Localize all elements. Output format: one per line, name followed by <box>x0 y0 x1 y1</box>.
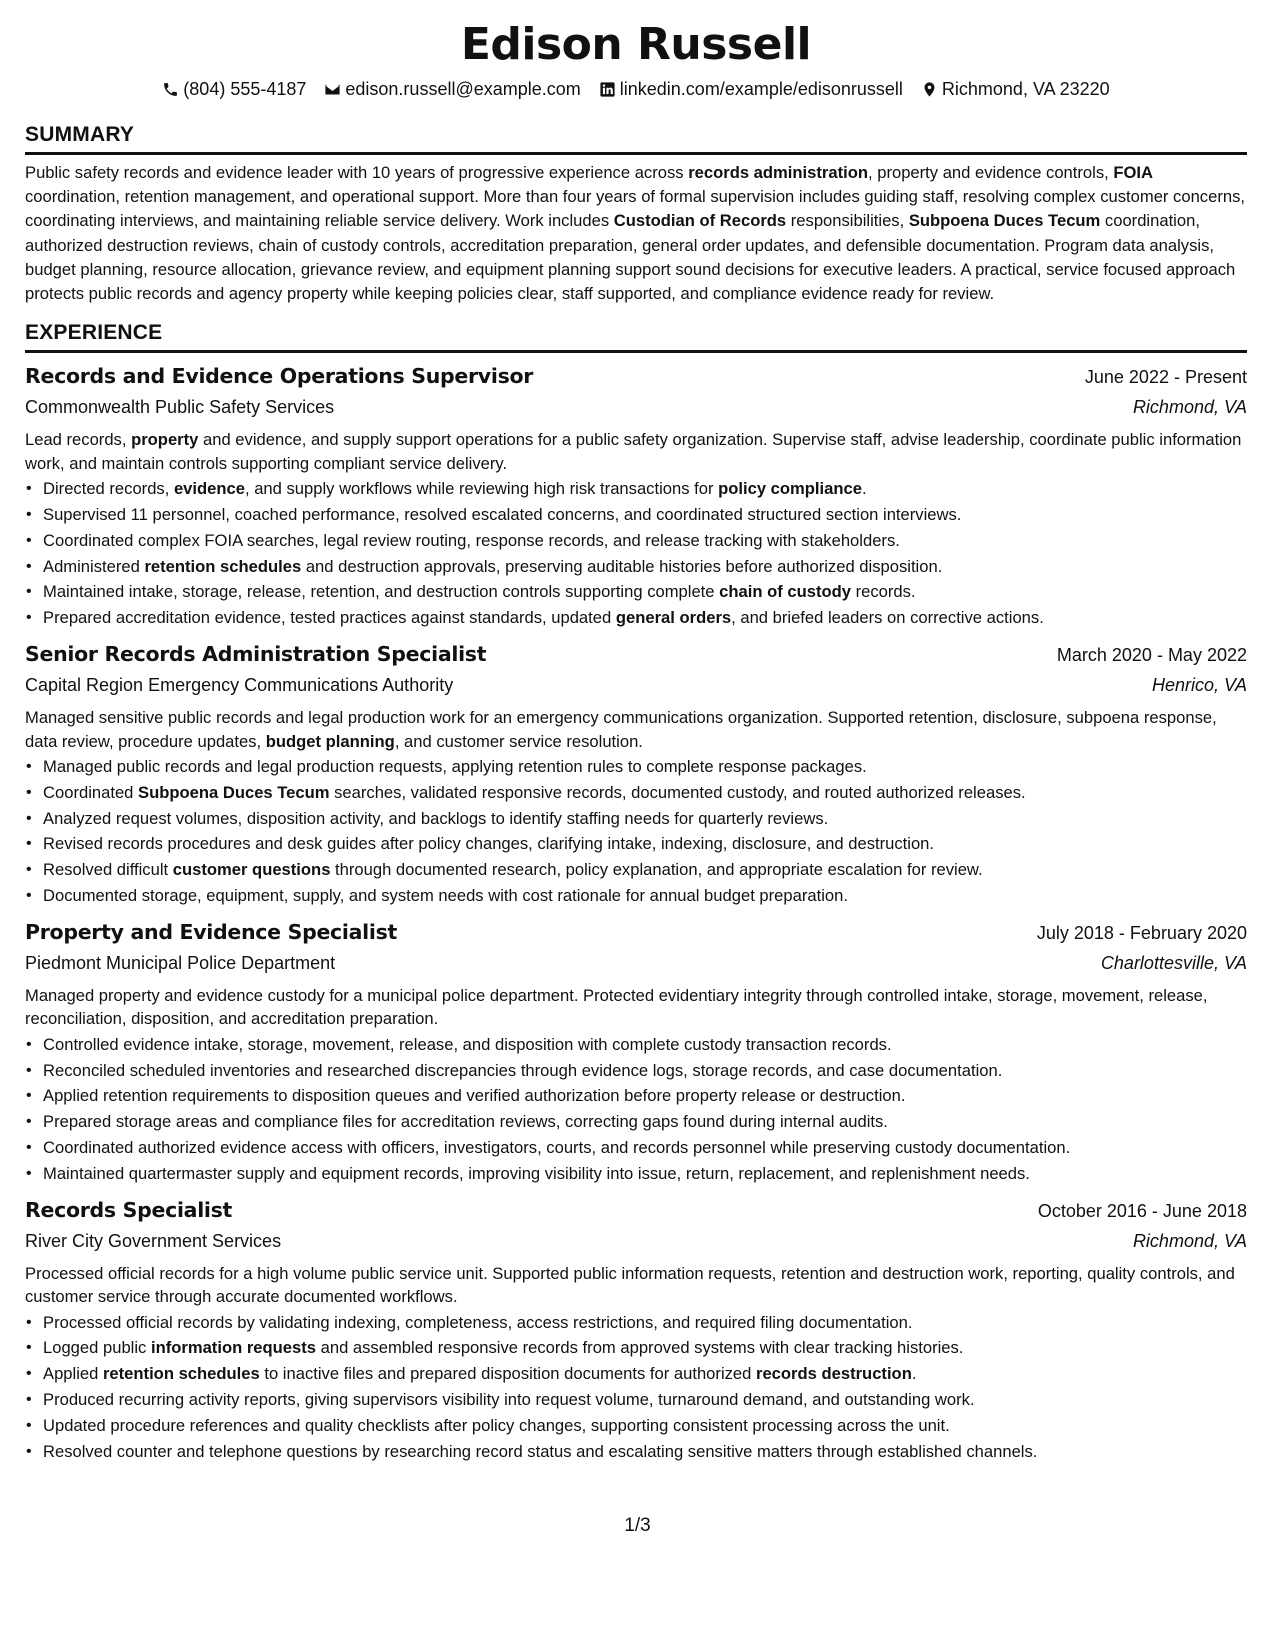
job-header <box>25 1195 1247 1226</box>
job-description: Managed property and evidence custody for a municipal police department. Protected evidentiary integrity through controlled intake, storage, movement, release, reconciliation, disposition, and accreditation preparation. <box>25 985 1208 1029</box>
job-subheader <box>25 670 1247 700</box>
contact-location <box>921 76 1110 102</box>
job-location: Richmond, VA <box>1132 397 1247 418</box>
job-bullet: • Reconciled scheduled inventories and researched discrepancies through evidence logs, storage records, and case documentation. <box>43 1058 1247 1084</box>
job-company: Commonwealth Public Safety Services <box>25 397 335 418</box>
job-bullet: • Documented storage, equipment, supply, and system needs with cost rationale for annual budget preparation. <box>43 883 1247 909</box>
job-subheader <box>25 948 1247 978</box>
resume-page <box>25 18 1247 1464</box>
job-bullet: • Supervised 11 personnel, coached performance, resolved escalated concerns, and coordinated structured section interviews. <box>43 502 1247 528</box>
job-bullet: • Managed public records and legal production requests, applying retention rules to complete response packages. <box>43 754 1247 780</box>
job-bullet: • Revised records procedures and desk guides after policy changes, clarifying intake, indexing, disclosure, and destruction. <box>43 831 1247 857</box>
contact-linkedin[interactable] <box>599 76 903 102</box>
job-entry <box>25 361 1247 631</box>
contact-phone-text: (804) 555-4187 <box>183 79 307 99</box>
job-bullet: • Coordinated Subpoena Duces Tecum searches, validated responsive records, documented custody, and routed authorized releases. <box>43 780 1247 806</box>
contact-bar <box>25 76 1247 102</box>
job-bullet: • Coordinated complex FOIA searches, legal review routing, response records, and release tracking with stakeholders. <box>43 528 1247 554</box>
job-dates: July 2018 - February 2020 <box>1036 922 1247 943</box>
contact-email[interactable] <box>324 76 580 102</box>
summary-text: Public safety records and evidence leader with 10 years of progressive experience across records administration, property and evidence controls, FOIA coordination, retention management, and operational support. More than four years of formal supervision includes guiding staff, resolving complex customer concerns, coordinating interviews, and maintaining reliable service delivery. Work includes Custodian of Records responsibilities, Subpoena Duces Tecum coordination, authorized destruction reviews, chain of custody controls, accreditation preparation, general order updates, and defensible documentation. Program data analysis, budget planning, resource allocation, grievance review, and equipment planning support sound decisions for executive leaders. A practical, service focused approach protects public records and agency property while keeping policies clear, staff supported, and compliance evidence ready for review. <box>25 163 1245 304</box>
job-bullet: • Controlled evidence intake, storage, movement, release, and disposition with complete custody transaction records. <box>43 1032 1247 1058</box>
job-description: Managed sensitive public records and legal production work for an emergency communications organization. Supported retention, disclosure, subpoena response, data review, procedure updates, budget planning, and customer service resolution. <box>25 708 1217 751</box>
job-entry <box>25 917 1247 1187</box>
job-bullet: • Maintained quartermaster supply and equipment records, improving visibility into issue, return, replacement, and replenishment needs. <box>43 1161 1247 1187</box>
job-bullet: • Applied retention requirements to disposition queues and verified authorization before property release or destruction. <box>43 1083 1247 1109</box>
contact-linkedin-text: linkedin.com/example/edisonrussell <box>619 79 903 99</box>
experience-heading: EXPERIENCE <box>25 320 1247 353</box>
page-number: 1/3 <box>624 1515 651 1536</box>
job-entry <box>25 639 1247 909</box>
job-bullet-list <box>25 754 1247 909</box>
job-header <box>25 361 1247 392</box>
job-bullet: • Directed records, evidence, and supply workflows while reviewing high risk transactions for policy compliance. <box>43 476 1247 502</box>
job-bullet: • Coordinated authorized evidence access with officers, investigators, courts, and records personnel while preserving custody documentation. <box>43 1135 1247 1161</box>
job-description: Lead records, property and evidence, and supply support operations for a public safety organization. Supervise staff, advise leadership, coordinate public information work, and maintain controls supporting compliant service delivery. <box>25 430 1242 473</box>
job-bullet-list <box>25 476 1247 631</box>
job-description: Processed official records for a high volume public service unit. Supported public information requests, retention and destruction work, reporting, quality controls, and customer service through accurate documented workflows. <box>25 1263 1235 1307</box>
phone-icon <box>162 81 179 98</box>
job-title: Property and Evidence Specialist <box>25 919 398 944</box>
job-title: Senior Records Administration Specialist <box>25 642 487 666</box>
candidate-name: Edison Russell <box>460 19 812 70</box>
job-location: Charlottesville, VA <box>1100 952 1247 973</box>
linkedin-icon <box>599 81 616 98</box>
job-company: Capital Region Emergency Communications Authority <box>25 675 454 695</box>
envelope-icon <box>324 81 341 98</box>
job-dates: March 2020 - May 2022 <box>1056 645 1247 665</box>
job-bullet: • Resolved counter and telephone questions by researching record status and escalating sensitive matters through established channels. <box>43 1439 1247 1465</box>
contact-phone[interactable] <box>162 76 306 102</box>
job-subheader <box>25 392 1247 422</box>
job-bullet: • Produced recurring activity reports, giving supervisors visibility into request volume, turnaround demand, and outstanding work. <box>43 1387 1247 1413</box>
job-bullet-list <box>25 1032 1247 1187</box>
job-dates: October 2016 - June 2018 <box>1037 1200 1247 1221</box>
job-title: Records Specialist <box>25 1197 233 1222</box>
job-bullet: • Administered retention schedules and destruction approvals, preserving auditable histories before authorized disposition. <box>43 554 1247 580</box>
job-bullet: • Resolved difficult customer questions through documented research, policy explanation, and appropriate escalation for review. <box>43 857 1247 883</box>
job-header <box>25 639 1247 670</box>
job-bullet: • Processed official records by validating indexing, completeness, access restrictions, and required filing documentation. <box>43 1310 1247 1336</box>
job-bullet: • Prepared storage areas and compliance files for accreditation reviews, correcting gaps found during internal audits. <box>43 1109 1247 1135</box>
job-header <box>25 917 1247 948</box>
job-entry <box>25 1195 1247 1465</box>
contact-email-text: edison.russell@example.com <box>345 79 581 99</box>
job-bullet: • Updated procedure references and quality checklists after policy changes, supporting consistent processing across the unit. <box>43 1413 1247 1439</box>
map-pin-icon <box>921 81 938 98</box>
job-title: Records and Evidence Operations Supervisor <box>25 364 534 389</box>
job-company: River City Government Services <box>25 1230 282 1251</box>
job-bullet: • Logged public information requests and assembled responsive records from approved systems with clear tracking histories. <box>43 1335 1247 1361</box>
job-dates: June 2022 - Present <box>1084 367 1247 388</box>
job-bullet-list <box>25 1310 1247 1465</box>
job-company: Piedmont Municipal Police Department <box>25 952 336 973</box>
job-location: Richmond, VA <box>1132 1230 1247 1251</box>
job-bullet: • Applied retention schedules to inactive files and prepared disposition documents for authorized records destruction. <box>43 1361 1247 1387</box>
summary-heading: SUMMARY <box>25 122 1247 155</box>
job-bullet: • Maintained intake, storage, release, retention, and destruction controls supporting complete chain of custody records. <box>43 579 1247 605</box>
experience-list <box>25 361 1247 1464</box>
job-bullet: • Prepared accreditation evidence, tested practices against standards, updated general orders, and briefed leaders on corrective actions. <box>43 605 1247 631</box>
job-subheader <box>25 1226 1247 1256</box>
job-bullet: • Analyzed request volumes, disposition activity, and backlogs to identify staffing needs for quarterly reviews. <box>43 806 1247 832</box>
contact-location-text: Richmond, VA 23220 <box>941 79 1110 99</box>
job-location: Henrico, VA <box>1151 675 1247 695</box>
